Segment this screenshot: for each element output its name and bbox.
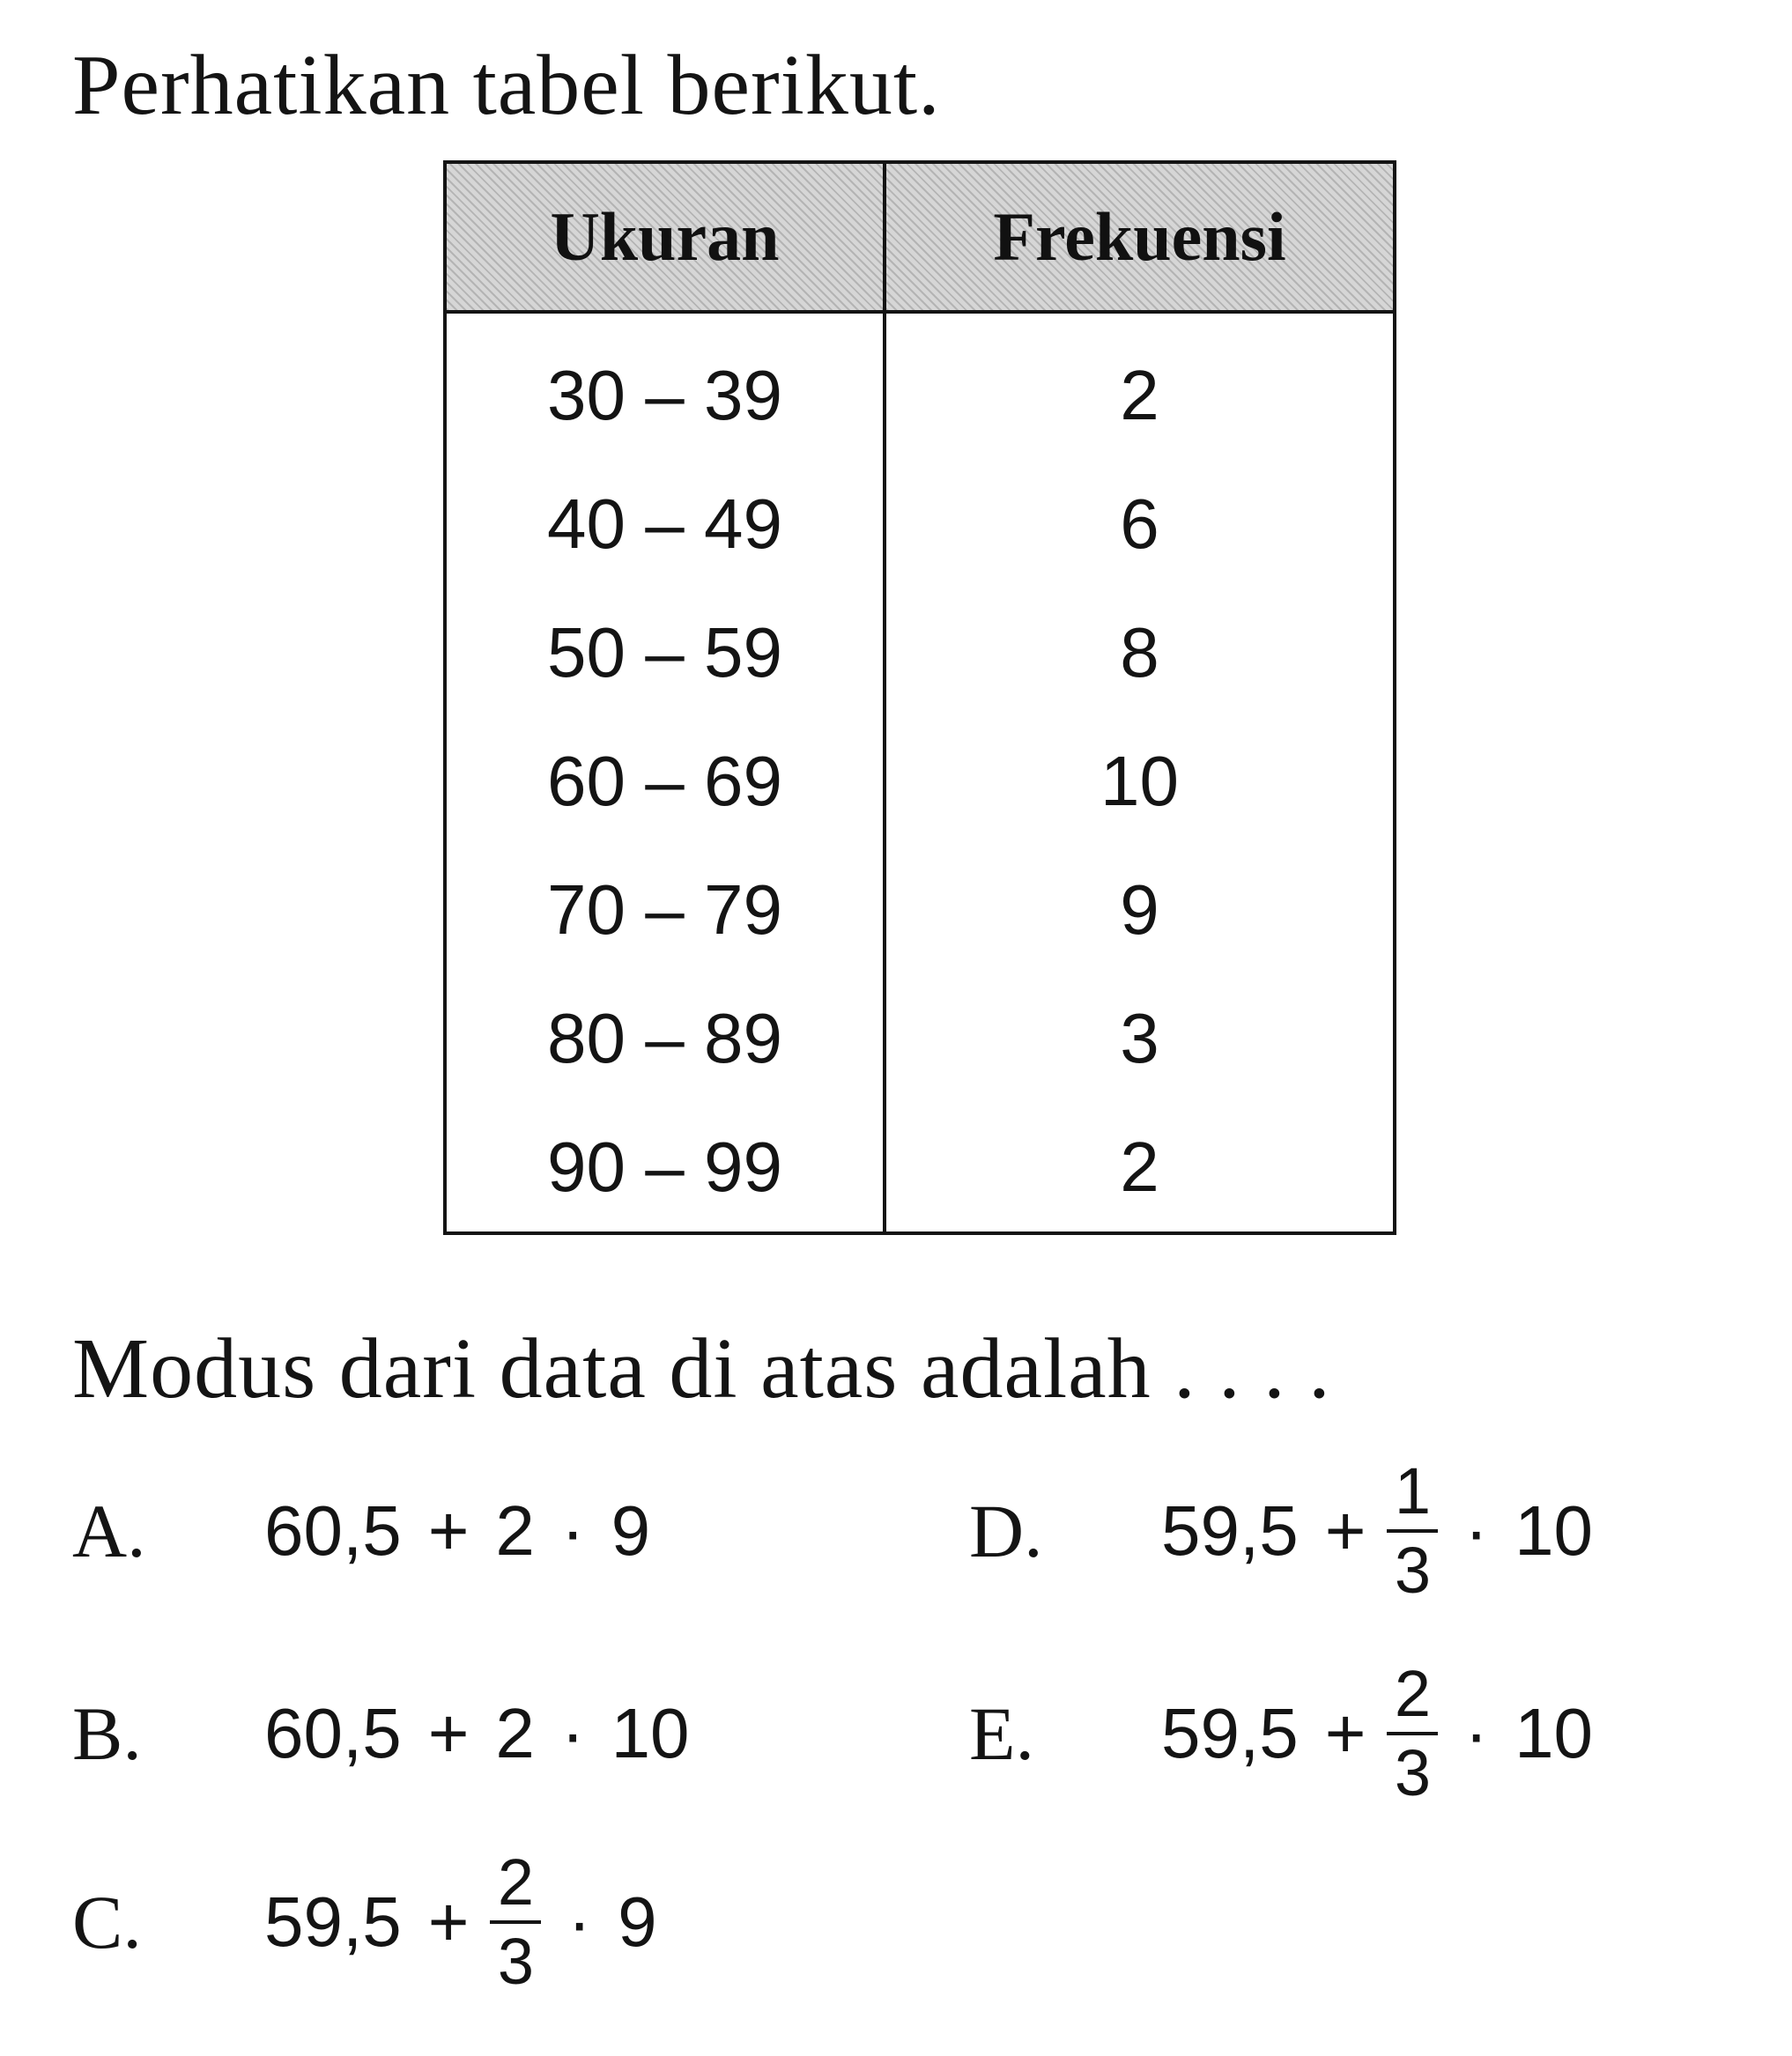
- table-row: [445, 717, 1395, 846]
- option-letter: A.: [72, 1489, 146, 1573]
- frequency-cell: 10: [1100, 742, 1179, 820]
- frequency-cell: 9: [1120, 870, 1159, 949]
- option-letter: E.: [969, 1691, 1035, 1776]
- option-c[interactable]: [72, 1845, 657, 1998]
- option-letter: D.: [969, 1489, 1043, 1573]
- size-cell: 40 – 49: [445, 460, 885, 588]
- size-cell: 90 – 99: [445, 1103, 885, 1233]
- fraction: $\frac{2}{3}$: [490, 1850, 541, 1994]
- question-text: Modus dari data di atas adalah . . . .: [72, 1321, 1331, 1416]
- frequency-cell: 2: [1120, 356, 1159, 434]
- size-cell: 80 – 89: [445, 974, 885, 1103]
- frequency-cell: 8: [1120, 613, 1159, 691]
- intro-text: Perhatikan tabel berikut.: [72, 38, 941, 133]
- table-row: [445, 588, 1395, 717]
- option-b[interactable]: [72, 1672, 690, 1795]
- size-cell: 70 – 79: [445, 846, 885, 974]
- table-row: [445, 974, 1395, 1103]
- option-expression: 59,5 + $\frac{1}{3}$ · 10: [1161, 1454, 1594, 1607]
- option-letter: B.: [72, 1691, 142, 1776]
- option-expression: 60,5 + 2 · 9: [264, 1491, 651, 1570]
- fraction: $\frac{1}{3}$: [1387, 1459, 1438, 1603]
- option-a[interactable]: [72, 1469, 651, 1593]
- frequency-cell: 3: [1120, 999, 1159, 1077]
- size-cell: 50 – 59: [445, 588, 885, 717]
- frequency-cell: 6: [1120, 484, 1159, 563]
- table-row: [445, 312, 1395, 460]
- table-header-row: [445, 162, 1395, 312]
- table-row: [445, 460, 1395, 588]
- header-ukuran: Ukuran: [445, 162, 885, 312]
- option-e[interactable]: [969, 1657, 1594, 1809]
- option-d[interactable]: [969, 1454, 1594, 1607]
- frequency-cell: 2: [1120, 1128, 1159, 1206]
- frequency-table: [443, 160, 1396, 1235]
- size-cell: 30 – 39: [445, 312, 885, 460]
- table-row: [445, 1103, 1395, 1233]
- table-row: [445, 846, 1395, 974]
- size-cell: 60 – 69: [445, 717, 885, 846]
- fraction: $\frac{2}{3}$: [1387, 1661, 1438, 1806]
- option-letter: C.: [72, 1880, 142, 1964]
- option-expression: 59,5 + $\frac{2}{3}$ · 9: [264, 1845, 657, 1998]
- option-expression: 60,5 + 2 · 10: [264, 1694, 690, 1772]
- option-expression: 59,5 + $\frac{2}{3}$ · 10: [1161, 1657, 1594, 1809]
- header-frekuensi: Frekuensi: [885, 162, 1395, 312]
